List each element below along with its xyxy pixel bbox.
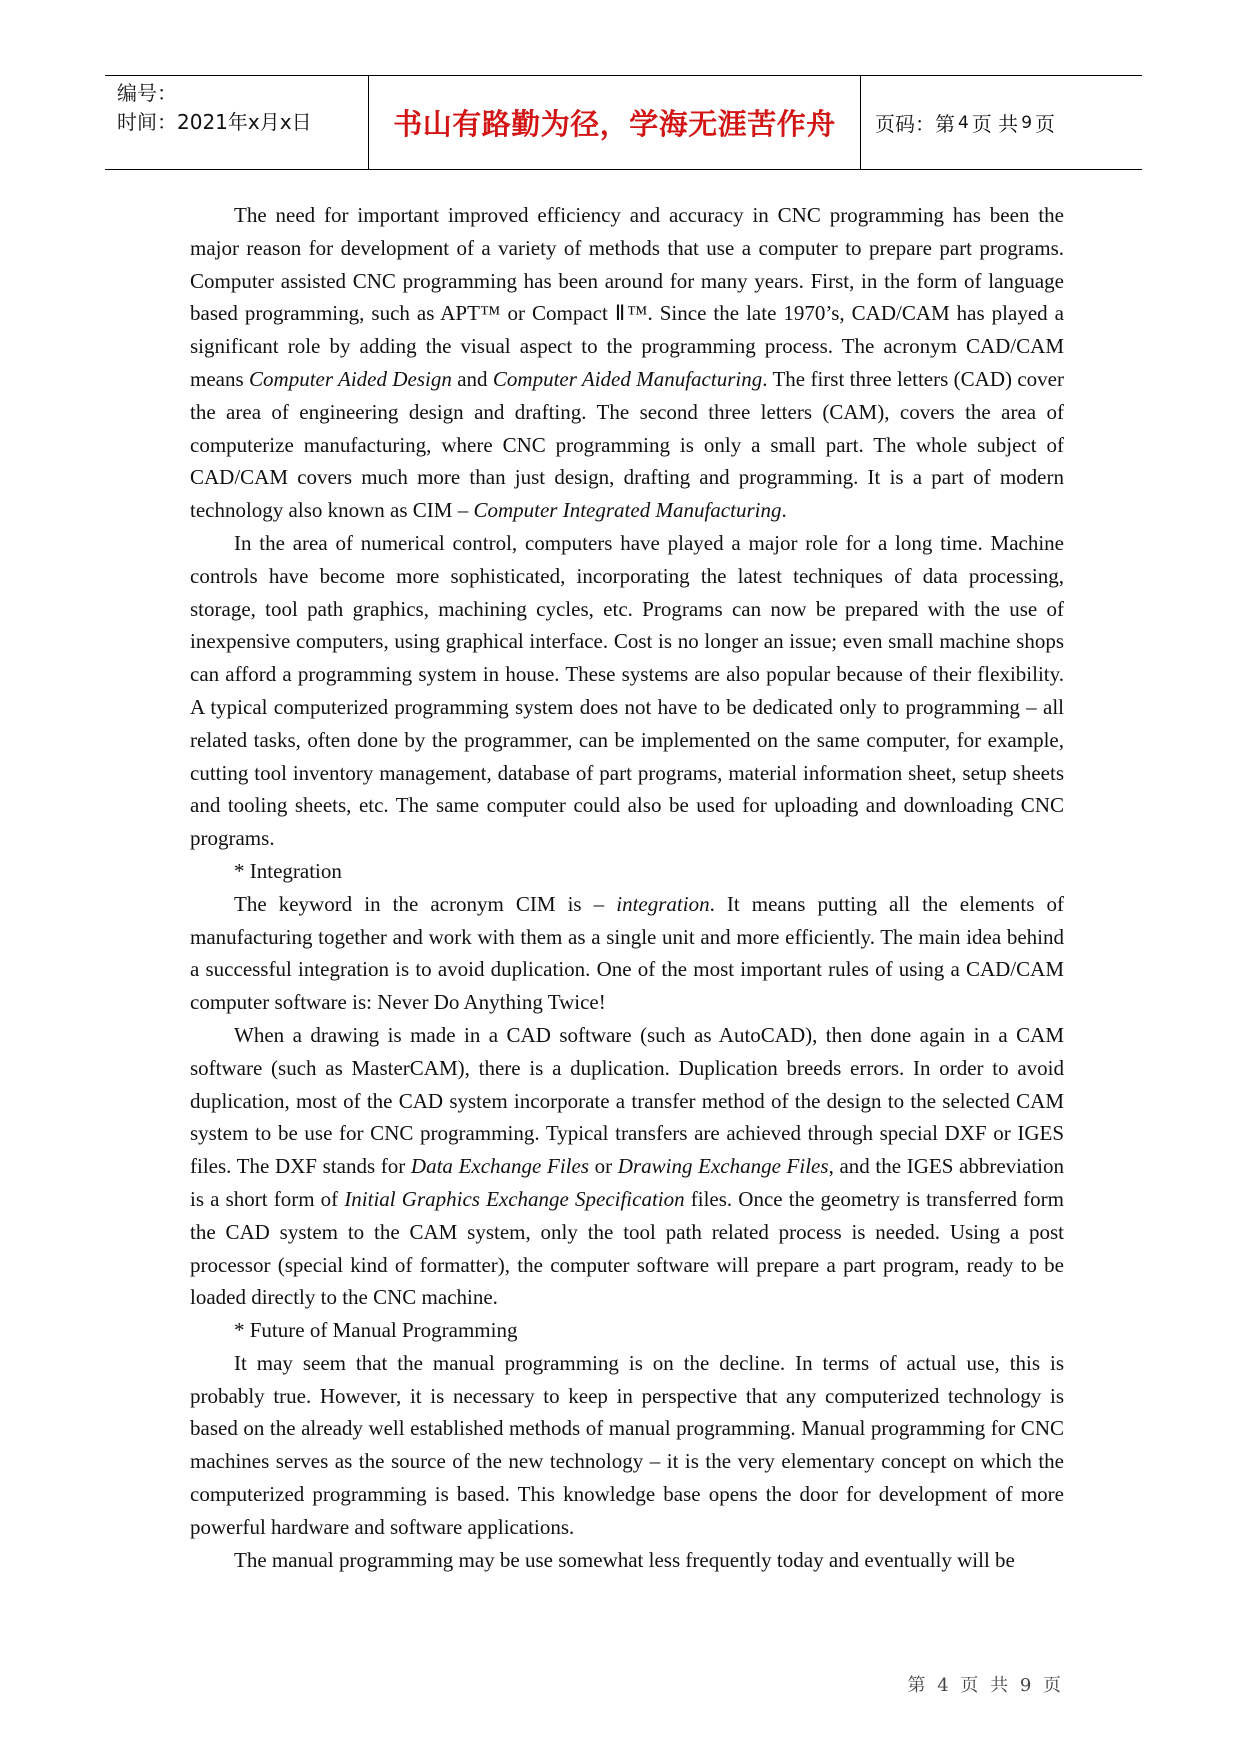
paragraph-manual-programming-continued: The manual programming may be use somewhat less frequently today and eventually will be [234, 1547, 1015, 1572]
italic-term: Computer Integrated Manufacturing [473, 498, 782, 523]
text-run: . The first three letters (CAD) cover the area of engineering design and drafting. The second three letters (CAM), covers the area of computerize manufacturing, where CNC programming is only a small part. The whole subject of CAD/CAM covers much more than just design, drafting and programming. It is a part of modern technology also known as CIM – [190, 366, 1064, 523]
page-label-suffix: 页 [1035, 112, 1056, 136]
paragraph-integration [190, 888, 1064, 1019]
italic-term: Computer Aided Design [249, 366, 452, 391]
header-table [105, 75, 1142, 170]
paragraph-manual-programming: It may seem that the manual programming is on the decline. In terms of actual use, this is probably true. However, it is necessary to keep in perspective that any computerized technology is based on the already well established methods of manual programming. Manual programming for CNC machines serves as the source of the new technology – it is the very elementary concept on which the computerized programming is based. This knowledge base opens the door for development of more powerful hardware and software applications. [190, 1350, 1064, 1539]
text-run: The keyword in the acronym CIM is – [234, 891, 617, 916]
page-label-prefix: 页码：第 [875, 112, 955, 136]
paragraph-duplication [190, 1019, 1064, 1314]
text-run: files. Once the geometry is transferred form the CAD system to the CAM system, only the tool path related process is needed. Using a post processor (special kind of formatter), the computer software will prepare a part program, ready to be loaded directly to the CNC machine. [190, 1186, 1065, 1310]
text-run: When a drawing is made in a CAD software (such as AutoCAD), then done again in a CAM software (such as MasterCAM), there is a duplication. Duplication breeds errors. In order to avoid duplication, most of the CAD system incorporate a transfer method of the design to the selected CAM system to be use for CNC programming. Typical transfers are achieved through special DXF or IGES files. The DXF stands for [190, 1022, 1064, 1179]
header-info-cell [105, 76, 369, 169]
header-page-indicator [861, 76, 1142, 169]
document-time-label: 时间：2021年x月x日 [117, 110, 312, 134]
document-body [190, 199, 1064, 1576]
paragraph-numerical-control: In the area of numerical control, computers have played a major role for a long time. Machine controls have become more sophisticated, incorporating the latest techniques of data processing, storage, tool path graphics, machining cycles, etc. Programs can now be prepared with the use of inexpensive computers, using graphical interface. Cost is no longer an issue; even small machine shops can afford a programming system in house. These systems are also popular because of their flexibility. A typical computerized programming system does not have to be dedicated only to programming – all related tasks, often done by the programmer, can be implemented on the same computer, for example, cutting tool inventory management, database of part programs, material information sheet, setup sheets and tooling sheets, etc. The same computer could also be used for uploading and downloading CNC programs. [190, 530, 1064, 851]
text-run: or [589, 1154, 618, 1179]
page-total-number: 9 [1021, 112, 1033, 133]
page-footer: 第 4 页 共 9 页 [907, 1675, 1064, 1696]
paragraph-cad-cam [190, 199, 1064, 527]
page-label-mid: 页 共 [971, 112, 1019, 136]
text-run: . [781, 498, 787, 523]
italic-term: integration [616, 891, 710, 916]
document-number-label: 编号： [117, 81, 177, 105]
text-run: , and the IGES abbreviation is a short form of [190, 1154, 1065, 1211]
italic-term: Data Exchange Files [410, 1154, 589, 1179]
section-heading-manual-programming: * Future of Manual Programming [234, 1318, 518, 1343]
italic-term: Drawing Exchange Files [617, 1154, 829, 1179]
text-run: . It means putting all the elements of manufacturing together and work with them as a single unit and more efficiently. The main idea behind a successful integration is to avoid duplication. One of the most important rules of using a CAD/CAM computer software is: Never Do Anything Twice! [190, 891, 1064, 1015]
section-heading-integration: * Integration [234, 858, 342, 883]
text-run: and [451, 366, 493, 391]
page-current-number: 4 [958, 112, 969, 133]
italic-term: Computer Aided Manufacturing [492, 366, 763, 391]
header-motto: 书山有路勤为径，学海无涯苦作舟 [369, 76, 861, 169]
text-run: The need for important improved efficiency and accuracy in CNC programming has been the major reason for development of a variety of methods that use a computer to prepare part programs. Computer assisted CNC programming has been around for many years. First, in the form of language based programming, such as APT™ or Compact Ⅱ™. Since the late 1970’s, CAD/CAM has played a significant role by adding the visual aspect to the programming process. The acronym CAD/CAM means [190, 203, 1064, 391]
italic-term: Initial Graphics Exchange Specification [344, 1186, 685, 1211]
